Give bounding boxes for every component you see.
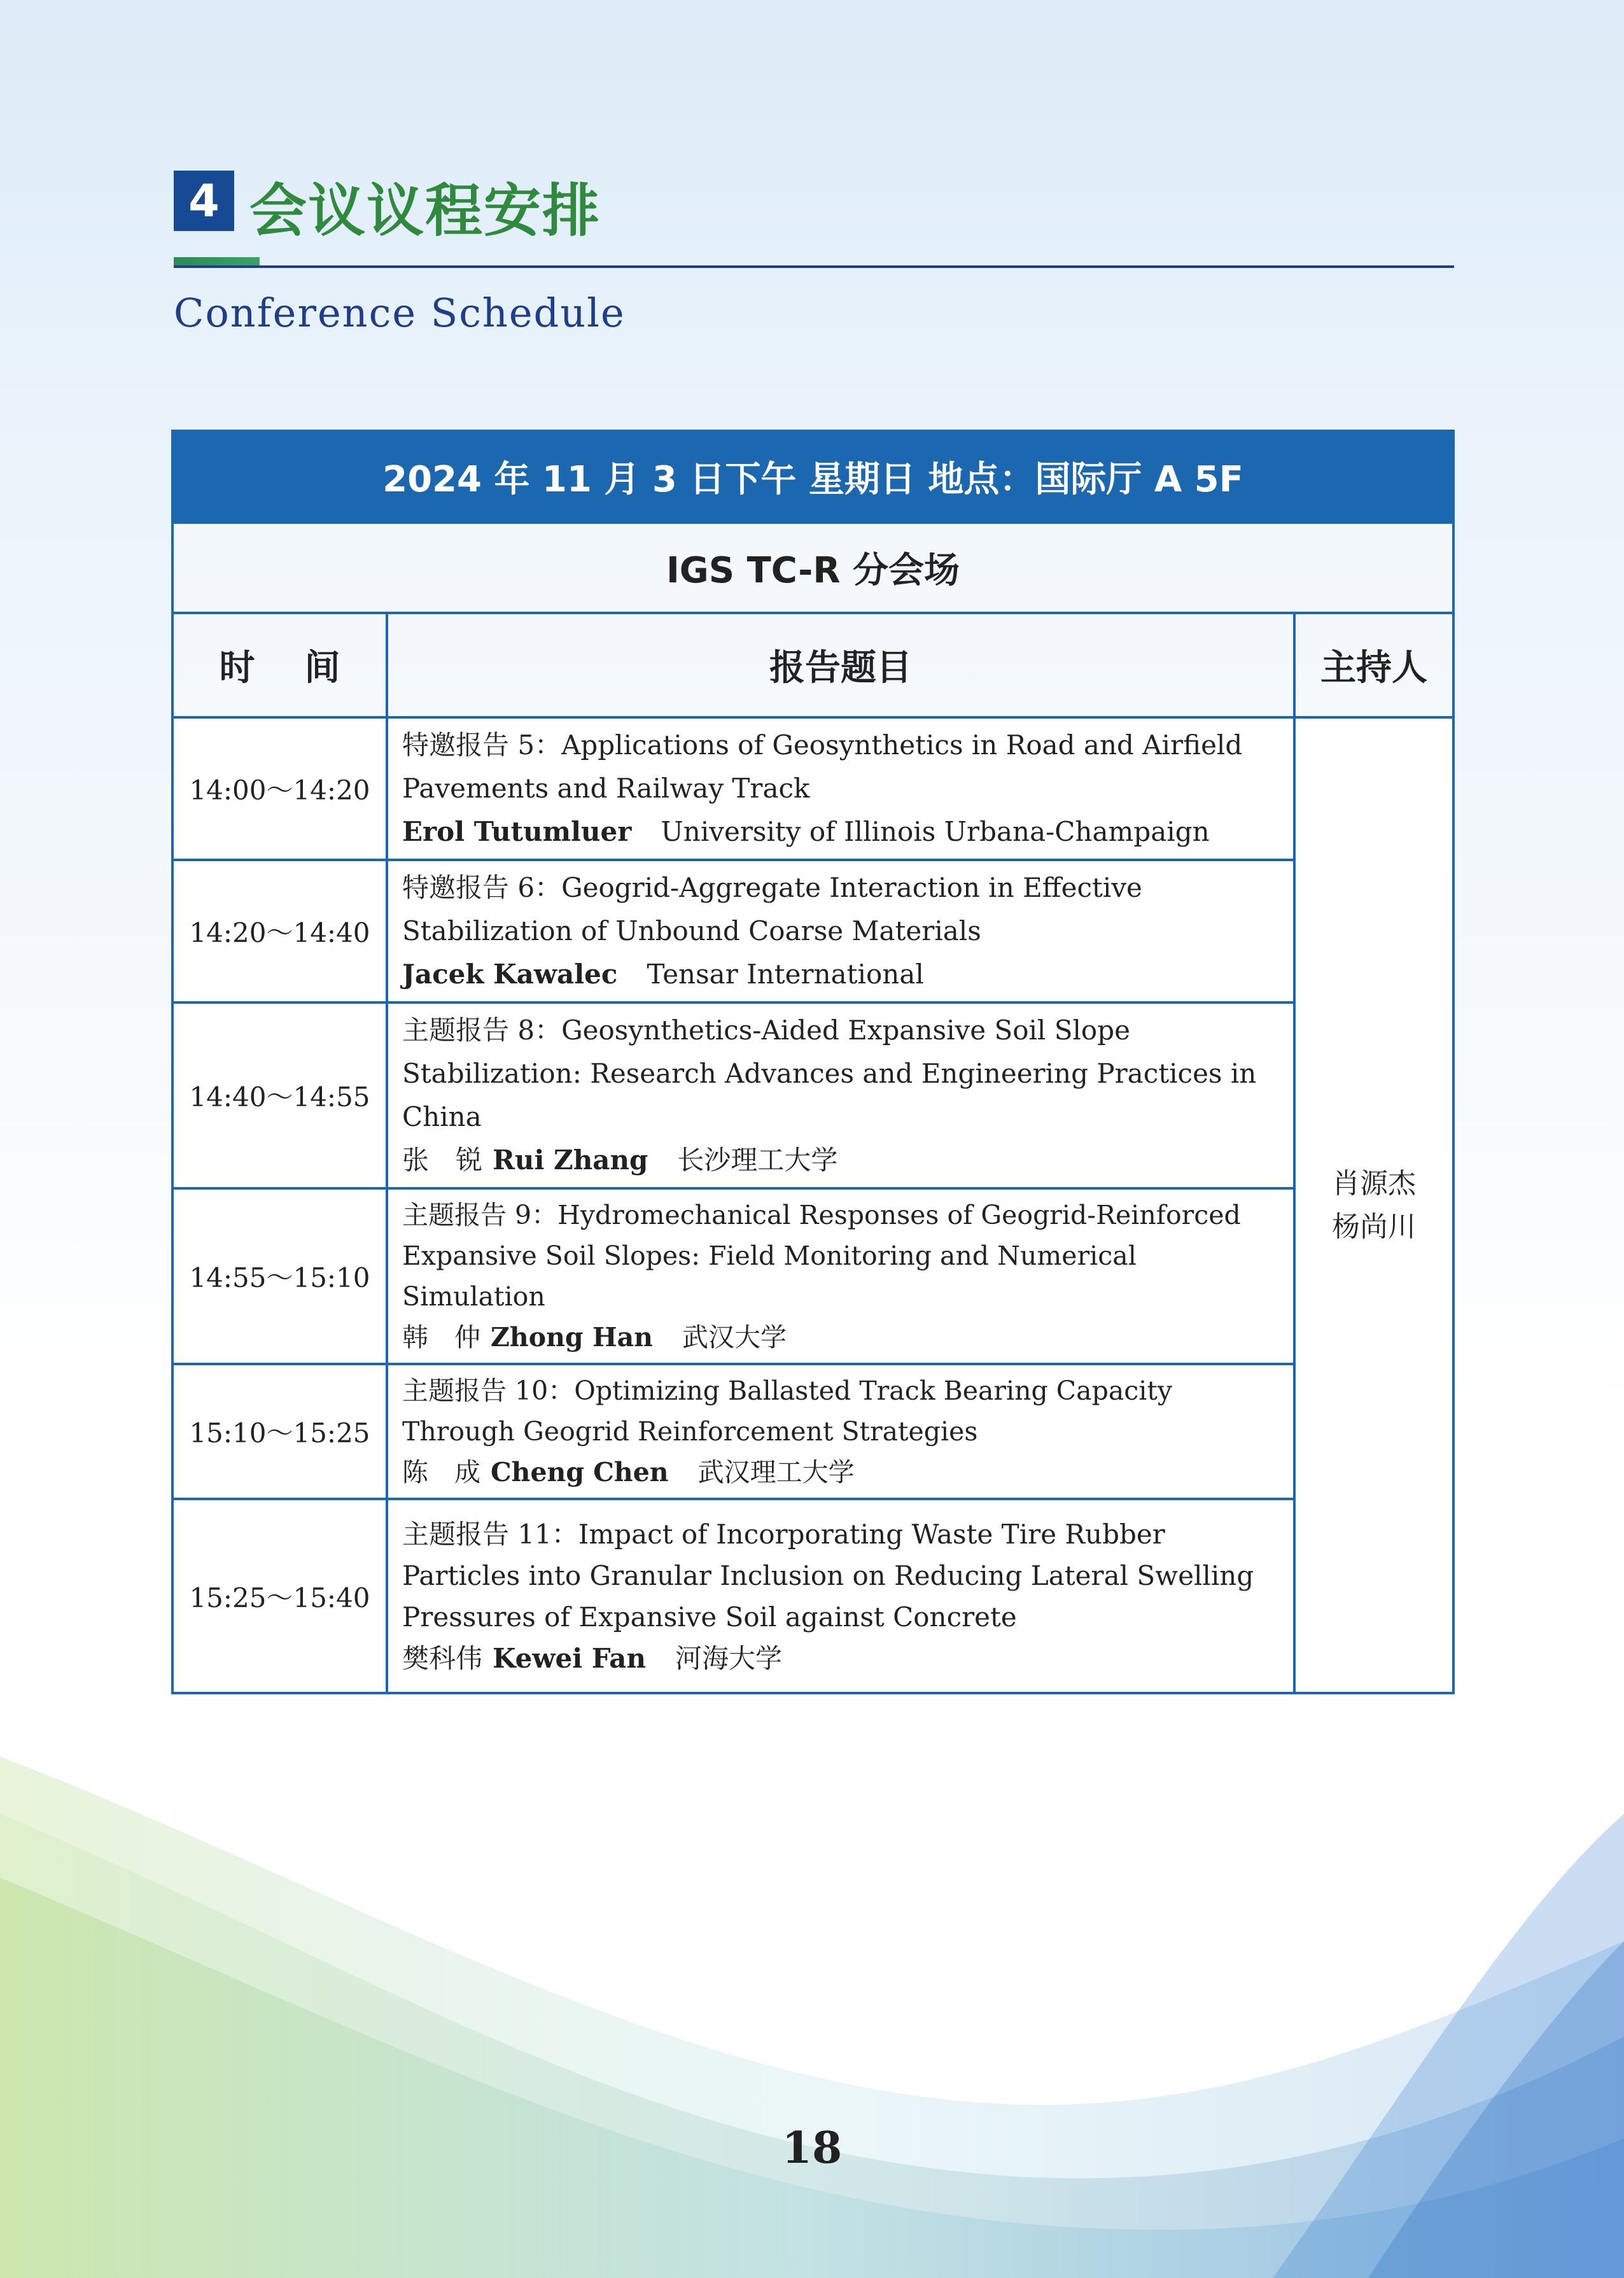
speaker-affiliation: Tensar International (647, 959, 924, 990)
speaker-affiliation: 武汉理工大学 (697, 1457, 855, 1487)
column-header-topic: 报告题目 (387, 613, 1294, 717)
talk-details (387, 860, 1294, 1002)
title-divider-rule (174, 265, 1454, 268)
speaker-name-en: Erol Tutumluer (402, 816, 632, 847)
talk-time: 15:10～15:25 (172, 1364, 387, 1499)
chair-name: 杨尚川 (1332, 1210, 1417, 1243)
date-location-header: 2024 年 11 月 3 日下午 星期日 地点：国际厅 A 5F (172, 431, 1453, 523)
speaker-name-en: Cheng Chen (491, 1457, 669, 1487)
speaker-affiliation: 武汉大学 (682, 1322, 787, 1353)
title-accent-rule (174, 257, 260, 266)
chair-name: 肖源杰 (1332, 1167, 1417, 1200)
column-header-chair: 主持人 (1294, 613, 1453, 717)
talk-speaker-line (402, 810, 1280, 854)
session-name-header: IGS TC-R 分会场 (172, 523, 1453, 613)
talk-row (172, 1002, 1453, 1188)
page-number: 18 (781, 2123, 843, 2174)
talk-row (172, 1364, 1453, 1499)
section-number-badge: 4 (174, 171, 234, 231)
speaker-name-cn: 陈 成 (402, 1457, 480, 1487)
column-header-time: 时 间 (172, 613, 387, 717)
talk-details (387, 717, 1294, 860)
section-title-cn: 会议议程安排 (249, 178, 601, 244)
talk-title: 主题报告 9：Hydromechanical Responses of Geogrid-Reinforced Expansive Soil Slopes: Field Monitoring and Numerical Simulation (402, 1200, 1241, 1312)
talk-details (387, 1499, 1294, 1693)
talk-speaker-line (402, 1452, 1280, 1493)
speaker-affiliation: 长沙理工大学 (677, 1144, 838, 1176)
talk-speaker-line (402, 953, 1280, 996)
session-chairs (1294, 717, 1453, 1693)
talk-row (172, 860, 1453, 1002)
talk-time: 14:40～14:55 (172, 1002, 387, 1188)
talk-title: 特邀报告 5：Applications of Geosynthetics in Road and Airfield Pavements and Railway Track (402, 729, 1243, 804)
speaker-name-en: Zhong Han (491, 1322, 653, 1353)
speaker-name-en: Rui Zhang (493, 1144, 648, 1176)
talk-time: 14:00～14:20 (172, 717, 387, 860)
talk-speaker-line (402, 1638, 1280, 1679)
talk-title: 主题报告 11：Impact of Incorporating Waste Tire Rubber Particles into Granular Inclusion on Reducing Lateral Swelling Pressures of Expansive Soil against Concrete (402, 1518, 1254, 1633)
talk-details (387, 1188, 1294, 1364)
talk-title: 主题报告 8：Geosynthetics-Aided Expansive Soil Slope Stabilization: Research Advances and Engineering Practices in China (402, 1015, 1257, 1132)
talk-title: 主题报告 10：Optimizing Ballasted Track Bearing Capacity Through Geogrid Reinforcement Strategies (402, 1375, 1173, 1447)
speaker-affiliation: University of Illinois Urbana-Champaign (661, 816, 1210, 847)
talk-details (387, 1364, 1294, 1499)
talk-time: 15:25～15:40 (172, 1499, 387, 1693)
talk-speaker-line (402, 1139, 1280, 1182)
speaker-name-cn: 韩 仲 (402, 1322, 480, 1353)
speaker-name-cn: 张 锐 (402, 1144, 483, 1176)
schedule-table (171, 430, 1455, 1694)
talk-row (172, 1188, 1453, 1364)
talk-speaker-line (402, 1317, 1280, 1358)
talk-time: 14:20～14:40 (172, 860, 387, 1002)
talk-details (387, 1002, 1294, 1188)
speaker-name-en: Kewei Fan (493, 1642, 647, 1674)
talk-title: 特邀报告 6：Geogrid-Aggregate Interaction in Effective Stabilization of Unbound Coarse Materials (402, 872, 1142, 946)
speaker-affiliation: 河海大学 (675, 1642, 783, 1674)
talk-time: 14:55～15:10 (172, 1188, 387, 1364)
speaker-name-cn: 樊科伟 (402, 1642, 483, 1674)
speaker-name-en: Jacek Kawalec (402, 959, 618, 990)
talk-row (172, 1499, 1453, 1693)
talk-row (172, 717, 1453, 860)
section-title-en: Conference Schedule (174, 290, 626, 336)
